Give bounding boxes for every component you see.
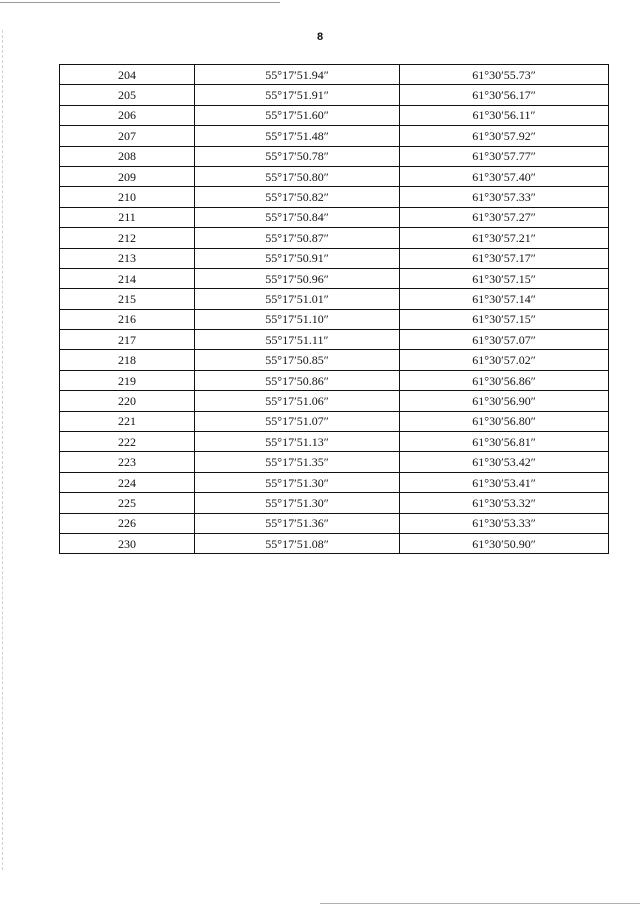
table-row [60, 513, 609, 533]
longitude-cell: 61°30′57.33″ [400, 187, 609, 207]
point-number-cell: 220 [60, 391, 195, 411]
top-scan-rule [0, 2, 280, 3]
point-number-cell: 210 [60, 187, 195, 207]
point-number-cell: 221 [60, 411, 195, 431]
point-number-cell: 214 [60, 268, 195, 288]
table-row [60, 350, 609, 370]
table-row [60, 146, 609, 166]
table-row [60, 391, 609, 411]
page-number: 8 [316, 31, 324, 43]
longitude-cell: 61°30′57.17″ [400, 248, 609, 268]
point-number-cell: 224 [60, 472, 195, 492]
coordinates-table-body [60, 65, 609, 554]
latitude-cell: 55°17′51.30″ [195, 472, 400, 492]
longitude-cell: 61°30′53.33″ [400, 513, 609, 533]
latitude-cell: 55°17′51.60″ [195, 105, 400, 125]
longitude-cell: 61°30′56.90″ [400, 391, 609, 411]
table-row [60, 228, 609, 248]
point-number-cell: 208 [60, 146, 195, 166]
point-number-cell: 206 [60, 105, 195, 125]
longitude-cell: 61°30′50.90″ [400, 533, 609, 553]
point-number-cell: 213 [60, 248, 195, 268]
longitude-cell: 61°30′57.27″ [400, 207, 609, 227]
longitude-cell: 61°30′57.21″ [400, 228, 609, 248]
table-row [60, 207, 609, 227]
latitude-cell: 55°17′50.86″ [195, 370, 400, 390]
latitude-cell: 55°17′51.06″ [195, 391, 400, 411]
left-scan-edge [2, 30, 3, 870]
longitude-cell: 61°30′57.40″ [400, 166, 609, 186]
table-row [60, 268, 609, 288]
latitude-cell: 55°17′50.82″ [195, 187, 400, 207]
point-number-cell: 219 [60, 370, 195, 390]
latitude-cell: 55°17′51.35″ [195, 452, 400, 472]
point-number-cell: 225 [60, 493, 195, 513]
table-row [60, 65, 609, 85]
table-row [60, 493, 609, 513]
point-number-cell: 215 [60, 289, 195, 309]
latitude-cell: 55°17′51.94″ [195, 65, 400, 85]
point-number-cell: 218 [60, 350, 195, 370]
table-row [60, 432, 609, 452]
longitude-cell: 61°30′53.32″ [400, 493, 609, 513]
table-row [60, 105, 609, 125]
latitude-cell: 55°17′51.10″ [195, 309, 400, 329]
latitude-cell: 55°17′51.91″ [195, 85, 400, 105]
longitude-cell: 61°30′57.77″ [400, 146, 609, 166]
point-number-cell: 207 [60, 126, 195, 146]
table-row [60, 472, 609, 492]
point-number-cell: 212 [60, 228, 195, 248]
table-row [60, 289, 609, 309]
point-number-cell: 216 [60, 309, 195, 329]
latitude-cell: 55°17′50.87″ [195, 228, 400, 248]
longitude-cell: 61°30′53.41″ [400, 472, 609, 492]
latitude-cell: 55°17′51.01″ [195, 289, 400, 309]
longitude-cell: 61°30′57.14″ [400, 289, 609, 309]
point-number-cell: 223 [60, 452, 195, 472]
table-row [60, 370, 609, 390]
point-number-cell: 205 [60, 85, 195, 105]
latitude-cell: 55°17′51.11″ [195, 330, 400, 350]
longitude-cell: 61°30′57.92″ [400, 126, 609, 146]
latitude-cell: 55°17′51.13″ [195, 432, 400, 452]
latitude-cell: 55°17′50.91″ [195, 248, 400, 268]
table-row [60, 330, 609, 350]
longitude-cell: 61°30′56.81″ [400, 432, 609, 452]
longitude-cell: 61°30′57.15″ [400, 268, 609, 288]
table-row [60, 452, 609, 472]
longitude-cell: 61°30′55.73″ [400, 65, 609, 85]
latitude-cell: 55°17′50.85″ [195, 350, 400, 370]
latitude-cell: 55°17′50.80″ [195, 166, 400, 186]
latitude-cell: 55°17′50.78″ [195, 146, 400, 166]
latitude-cell: 55°17′50.96″ [195, 268, 400, 288]
table-row [60, 248, 609, 268]
latitude-cell: 55°17′51.48″ [195, 126, 400, 146]
table-row [60, 309, 609, 329]
table-row [60, 533, 609, 553]
table-row [60, 126, 609, 146]
table-row [60, 187, 609, 207]
point-number-cell: 226 [60, 513, 195, 533]
point-number-cell: 204 [60, 65, 195, 85]
point-number-cell: 230 [60, 533, 195, 553]
table-row [60, 166, 609, 186]
latitude-cell: 55°17′51.08″ [195, 533, 400, 553]
latitude-cell: 55°17′50.84″ [195, 207, 400, 227]
longitude-cell: 61°30′56.17″ [400, 85, 609, 105]
latitude-cell: 55°17′51.36″ [195, 513, 400, 533]
longitude-cell: 61°30′56.86″ [400, 370, 609, 390]
point-number-cell: 222 [60, 432, 195, 452]
longitude-cell: 61°30′53.42″ [400, 452, 609, 472]
longitude-cell: 61°30′57.15″ [400, 309, 609, 329]
coordinates-table [59, 64, 609, 554]
longitude-cell: 61°30′56.80″ [400, 411, 609, 431]
point-number-cell: 217 [60, 330, 195, 350]
table-row [60, 85, 609, 105]
table-row [60, 411, 609, 431]
point-number-cell: 211 [60, 207, 195, 227]
longitude-cell: 61°30′56.11″ [400, 105, 609, 125]
latitude-cell: 55°17′51.07″ [195, 411, 400, 431]
bottom-scan-rule [320, 903, 640, 904]
longitude-cell: 61°30′57.07″ [400, 330, 609, 350]
latitude-cell: 55°17′51.30″ [195, 493, 400, 513]
point-number-cell: 209 [60, 166, 195, 186]
longitude-cell: 61°30′57.02″ [400, 350, 609, 370]
